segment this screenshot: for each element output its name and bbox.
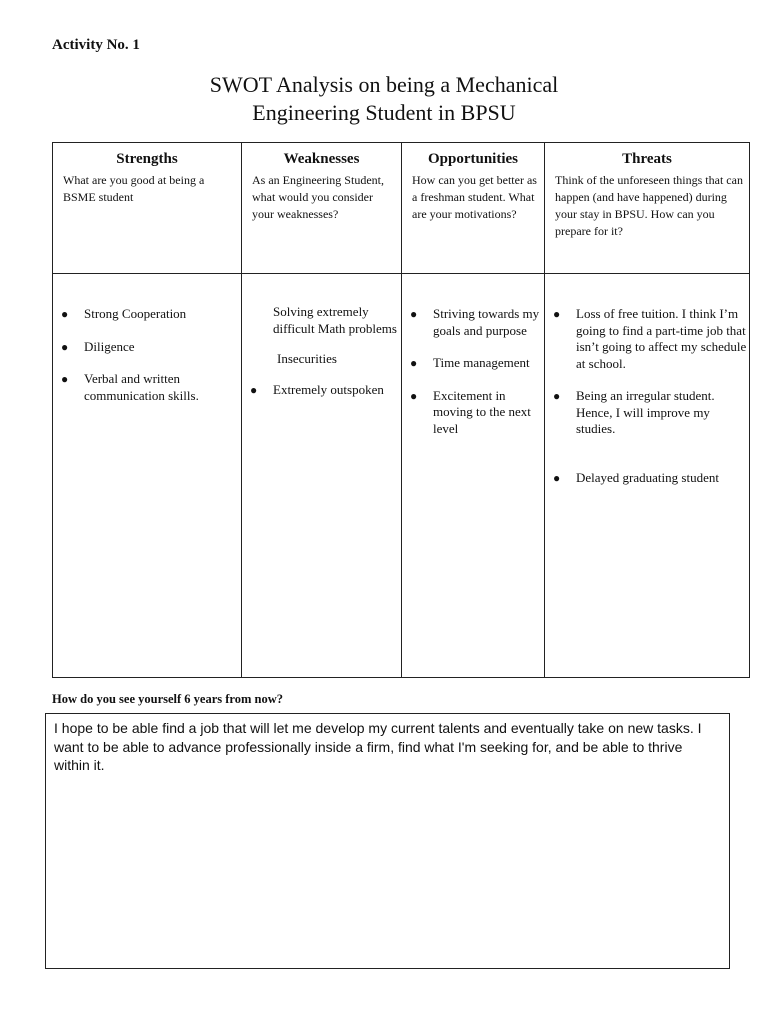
activity-label: Activity No. 1 xyxy=(52,37,140,53)
bullet-icon: ● xyxy=(410,307,418,321)
threats-list xyxy=(545,306,749,486)
swot-header-row xyxy=(53,143,750,274)
bullet-icon: ● xyxy=(410,388,418,403)
page-title xyxy=(0,71,768,127)
strength-item: Strong Cooperation xyxy=(84,306,187,321)
list-item xyxy=(545,470,749,487)
strengths-body-cell xyxy=(53,274,242,678)
weaknesses-prompt: As an Engineering Student, what would you consider your weaknesses? xyxy=(252,173,384,221)
bullet-icon: ● xyxy=(553,389,561,403)
list-item xyxy=(53,371,241,404)
strengths-prompt: What are you good at being a BSME student xyxy=(63,173,205,204)
opportunities-title: Opportunities xyxy=(427,151,518,167)
title-line-2: Engineering Student in BPSU xyxy=(252,100,516,125)
threats-prompt: Think of the unforeseen things that can happen (and have happened) during your stay in BPSU. How can you prepare for it? xyxy=(555,173,743,238)
strengths-list xyxy=(53,306,241,404)
strength-item: Verbal and written communication skills. xyxy=(84,371,199,403)
weakness-plain-item: Insecurities xyxy=(277,351,337,366)
bullet-icon: ● xyxy=(250,382,258,397)
list-item xyxy=(402,388,544,438)
weaknesses-body-cell xyxy=(242,274,402,678)
list-item xyxy=(402,306,544,339)
answer-text: I hope to be able find a job that will let me develop my current talents and eventually take on new tasks. I want to be able to advance professionally inside a firm, find what I'm seeking for, and be able to thrive within it. xyxy=(54,720,702,773)
strength-item: Diligence xyxy=(84,338,135,354)
swot-body-row xyxy=(53,274,750,678)
threats-title: Threats xyxy=(622,151,672,167)
bullet-icon: ● xyxy=(553,470,561,485)
weaknesses-bullets xyxy=(242,382,401,399)
list-item xyxy=(545,306,749,372)
threat-item: Loss of free tuition. I think I’m going to find a part-time job that isn’t going to affect my schedule at school. xyxy=(576,306,747,371)
answer-box[interactable] xyxy=(45,713,730,969)
opportunity-item: Time management xyxy=(433,355,530,370)
title-line-1: SWOT Analysis on being a Mechanical xyxy=(209,72,559,97)
threat-item: Being an irregular student. Hence, I will improve my studies. xyxy=(576,388,715,436)
bullet-icon: ● xyxy=(61,307,69,321)
swot-table xyxy=(52,142,750,678)
reflection-question: How do you see yourself 6 years from now? xyxy=(52,692,283,706)
bullet-icon: ● xyxy=(61,372,69,386)
weaknesses-title: Weaknesses xyxy=(283,151,360,167)
opportunities-header-cell xyxy=(402,143,545,274)
bullet-icon: ● xyxy=(61,339,69,354)
threat-item: Delayed graduating student xyxy=(576,469,719,485)
opportunities-list xyxy=(402,306,544,437)
list-item xyxy=(402,355,544,372)
opportunity-item: Striving towards my goals and purpose xyxy=(433,306,540,338)
weakness-item: Extremely outspoken xyxy=(273,381,384,397)
weaknesses-list xyxy=(242,304,401,398)
strengths-header-cell xyxy=(53,143,242,274)
list-item xyxy=(242,382,401,399)
threats-header-cell xyxy=(545,143,750,274)
weakness-plain-item: Solving extremely difficult Math problems xyxy=(273,304,397,336)
threats-body-cell xyxy=(545,274,750,678)
opportunity-item: Excitement in moving to the next level xyxy=(433,387,531,436)
opportunities-prompt: How can you get better as a freshman student. What are your motivations? xyxy=(412,173,537,221)
list-item xyxy=(53,306,241,323)
bullet-icon: ● xyxy=(553,307,561,321)
bullet-icon: ● xyxy=(410,356,418,370)
list-item xyxy=(53,339,241,356)
opportunities-body-cell xyxy=(402,274,545,678)
list-item xyxy=(545,388,749,438)
strengths-title: Strengths xyxy=(116,151,178,167)
weaknesses-header-cell xyxy=(242,143,402,274)
